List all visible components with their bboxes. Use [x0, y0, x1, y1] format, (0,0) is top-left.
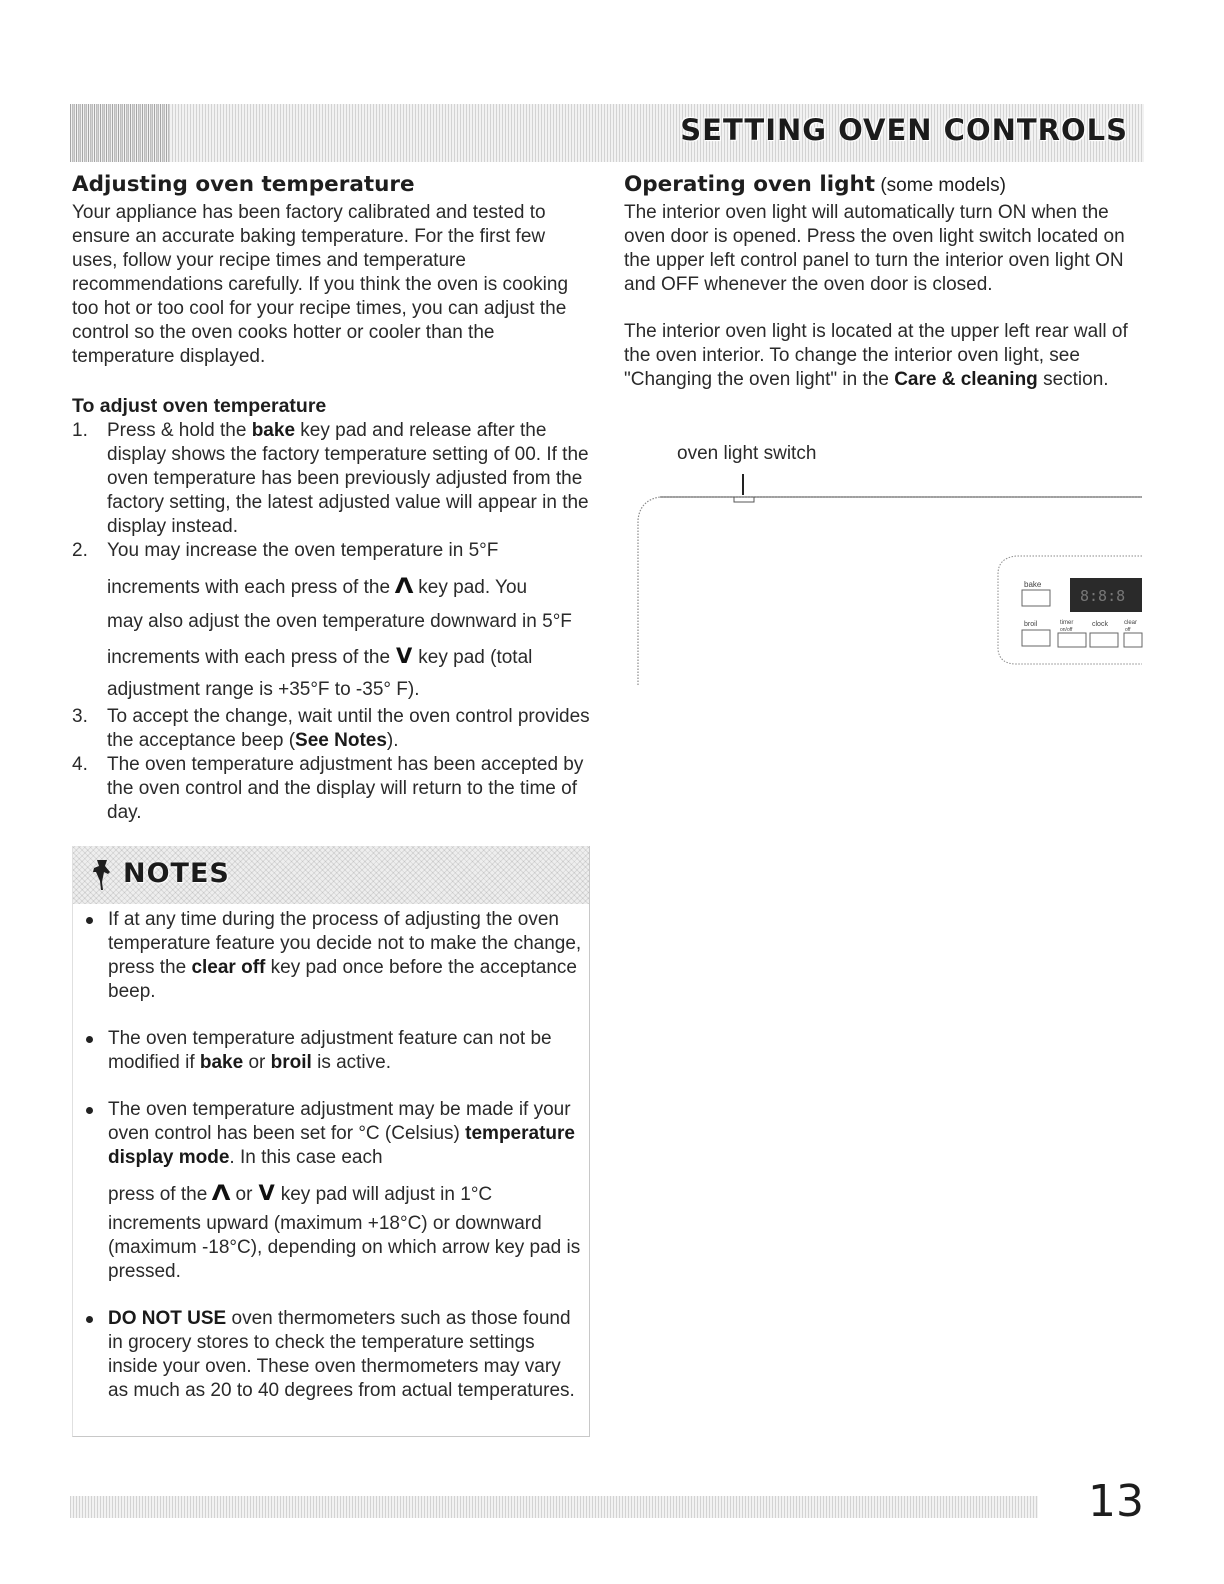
down-arrow-icon: V	[258, 1181, 275, 1205]
timer-key	[1058, 633, 1086, 647]
control-panel-illustration	[630, 440, 1144, 690]
step-text: key pad and release after the display shows the factory temperature setting of 00. If the oven temperature has been previously adjusted from the factory setting, the latest adjusted value will appear in the display instead.	[107, 420, 589, 537]
adjust-steps-heading: To adjust oven temperature	[72, 395, 327, 417]
step-number: 2.	[72, 540, 88, 561]
step-text-line	[107, 569, 592, 605]
note-item	[83, 1027, 583, 1075]
step-2	[72, 539, 592, 705]
note-text: . In this case each	[229, 1147, 383, 1168]
paragraph-text: section.	[1037, 369, 1109, 390]
adjust-temperature-heading: Adjusting oven temperature	[72, 172, 415, 197]
oven-light-paragraph-1: The interior oven light will automatically turn ON when the oven door is opened. Press the oven light switch located on the upper left control panel to turn the interior oven light ON and OFF whenever the oven door is closed.	[624, 202, 1125, 295]
bake-keyword: bake	[251, 420, 296, 441]
step-text: adjustment range is +35°F to -35° F).	[107, 679, 420, 700]
note-text: If at any time during the process of adjusting the oven temperature feature you decide not to make the change, press the	[108, 909, 582, 978]
step-text: Press & hold the	[107, 420, 252, 441]
step-text-line	[107, 639, 592, 675]
bake-key-label: bake	[1024, 580, 1042, 589]
note-text: key pad will adjust in 1°C	[280, 1184, 493, 1205]
step-text: increments with each press of the	[107, 647, 391, 668]
page-section-title: SETTING OVEN CONTROLS	[680, 113, 1128, 147]
light-switch	[734, 497, 754, 502]
up-arrow-icon: Λ	[394, 574, 414, 598]
page-number: 13	[1088, 1476, 1144, 1527]
step-text: To accept the change, wait until the oven control provides the acceptance beep (	[107, 706, 590, 751]
paragraph-text: The interior oven light is located at the upper left rear wall of the oven interior. To change the interior oven light, see "Changing the oven light" in the	[624, 321, 1128, 390]
step-text: increments with each press of the	[107, 577, 391, 598]
up-arrow-icon: Λ	[212, 1181, 231, 1205]
clear-key-label: clear	[1124, 620, 1138, 626]
note-text: oven thermometers such as those found in grocery stores to check the temperature settings inside your oven. These oven thermometers may vary as much as 20 to 40 degrees from actual temperatures.	[108, 1308, 575, 1401]
note-text-line	[108, 1176, 583, 1212]
down-arrow-icon: V	[396, 644, 413, 668]
note-item	[83, 1307, 583, 1403]
broil-key	[1022, 630, 1050, 646]
note-text: The oven temperature adjustment feature can not be modified if	[108, 1028, 552, 1073]
step-text: may also adjust the oven temperature downward in 5°F	[107, 611, 572, 632]
oven-light-paragraph-2	[624, 320, 1149, 392]
step-text: ).	[386, 730, 399, 751]
step-text: The oven temperature adjustment has been accepted by the oven control and the display will return to the time of day.	[107, 754, 584, 823]
step-1	[72, 419, 592, 539]
step-text: key pad. You	[418, 577, 528, 598]
broil-keyword: broil	[270, 1052, 312, 1073]
note-text: or	[243, 1052, 271, 1073]
pushpin-icon	[91, 858, 115, 892]
oven-light-section	[624, 172, 1149, 392]
clear-key	[1124, 633, 1142, 647]
oven-light-heading	[624, 172, 1149, 197]
timer-key-sublabel: on/off	[1060, 627, 1073, 633]
step-number: 1.	[72, 420, 88, 441]
see-notes-keyword: See Notes	[295, 730, 387, 751]
do-not-use-keyword: DO NOT USE	[108, 1308, 227, 1329]
footer-band	[70, 1496, 1038, 1518]
step-number: 3.	[72, 706, 88, 727]
note-item	[83, 1098, 583, 1284]
step-4	[72, 753, 592, 825]
oven-light-title-note: (some models)	[875, 175, 1006, 196]
clock-key-label: clock	[1092, 621, 1108, 628]
notes-list	[83, 908, 583, 1426]
note-text: is active.	[311, 1052, 392, 1073]
step-3	[72, 705, 592, 753]
step-number: 4.	[72, 754, 88, 775]
oven-light-switch-label: oven light switch	[677, 443, 817, 464]
broil-key-label: broil	[1024, 621, 1038, 628]
note-text: increments upward (maximum +18°C) or downward (maximum -18°C), depending on which arrow key pad is pressed.	[108, 1213, 581, 1282]
notes-title: NOTES	[123, 858, 230, 889]
note-item	[83, 908, 583, 1004]
timer-key-label: timer	[1060, 620, 1074, 626]
note-text: key pad once before the acceptance beep.	[108, 957, 577, 1002]
note-text: press of the	[108, 1184, 208, 1205]
adjust-temperature-intro: Your appliance has been factory calibrated and tested to ensure an accurate baking temperature. For the first few uses, follow your recipe times and temperature recommendations carefully. If you think the oven is cooking too hot or too cool for your recipe times, you can adjust the control so the oven cooks hotter or cooler than the temperature displayed.	[72, 202, 569, 367]
bake-key	[1022, 590, 1050, 606]
adjust-temperature-section	[72, 172, 592, 825]
control-panel-diagram	[630, 440, 1144, 690]
header-banner	[70, 104, 1144, 162]
notes-box	[72, 846, 590, 1437]
clear-off-keyword: clear off	[191, 957, 266, 978]
notes-header	[73, 846, 589, 904]
display-mode-keyword: temperature display mode	[108, 1123, 575, 1168]
care-cleaning-keyword: Care & cleaning	[894, 369, 1038, 390]
step-text: You may increase the oven temperature in 5°F	[107, 540, 499, 561]
oven-light-title: Operating oven light	[624, 172, 876, 197]
panel-outline	[638, 497, 1142, 685]
clock-key	[1090, 633, 1118, 647]
note-text: The oven temperature adjustment may be made if your oven control has been set for °C (Celsius)	[108, 1099, 571, 1144]
adjust-steps-list	[72, 419, 592, 825]
header-banner-accent	[70, 104, 170, 162]
bake-keyword: bake	[199, 1052, 244, 1073]
note-text: or	[235, 1184, 253, 1205]
display-digits: 8:8:8	[1080, 587, 1126, 605]
step-text: key pad (total	[418, 647, 533, 668]
clear-key-sublabel: off	[1125, 627, 1131, 633]
